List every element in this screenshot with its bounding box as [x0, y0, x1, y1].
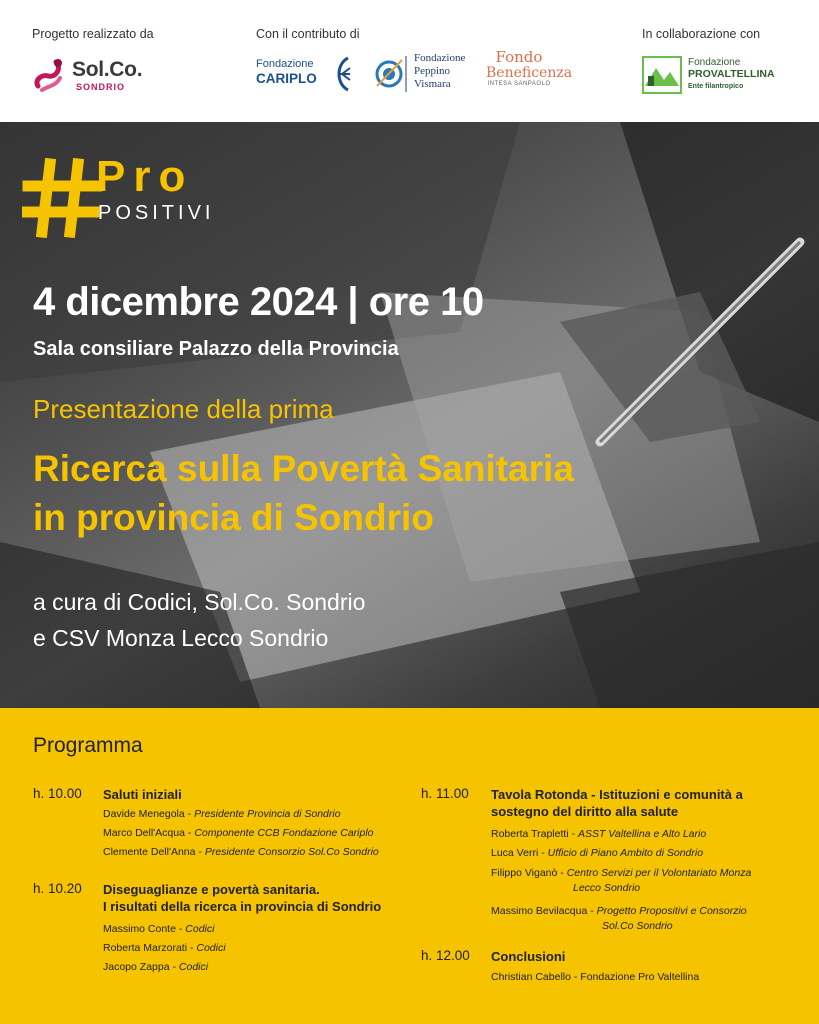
speaker-role-line2: Lecco Sondrio [573, 882, 641, 894]
program-item [421, 786, 801, 941]
speaker: Clemente Dell'Anna - Presidente Consorzio Sol.Co Sondrio [103, 846, 379, 858]
program-title: Saluti iniziali [103, 787, 182, 802]
speaker-role: Progetto Propositivi e Consorzio [596, 905, 747, 917]
speaker: Jacopo Zappa - Codici [103, 961, 209, 973]
speaker: Marco Dell'Acqua - Componente CCB Fondazione Cariplo [103, 827, 374, 839]
program-title-line1: Diseguaglianze e povertà sanitaria. [103, 882, 320, 897]
programma-title: Programma [33, 734, 143, 757]
speaker: Massimo Conte - Codici [103, 923, 215, 935]
speaker: Roberta Marzorati - Codici [103, 942, 226, 954]
speaker-role-cont [573, 882, 640, 894]
provaltellina-logo [642, 56, 792, 96]
label-realizzato: Progetto realizzato da [32, 27, 154, 41]
speaker-role: Centro Servizi per il Volontariato Monza [566, 867, 752, 879]
speaker-name: Jacopo Zappa [103, 961, 170, 973]
speaker-name: Marco Dell'Acqua [103, 827, 185, 839]
research-title-line1: Ricerca sulla Povertà Sanitaria [33, 448, 574, 489]
presentation-intro: Presentazione della prima [33, 394, 334, 424]
label-collaborazione: In collaborazione con [642, 27, 761, 41]
program-item [33, 881, 413, 981]
speaker-role: Codici [185, 923, 215, 935]
provaltellina-mark-icon [642, 56, 682, 94]
program-item [421, 948, 801, 993]
cariplo-line1: Fondazione [256, 58, 314, 70]
speaker-role: Presidente Provincia di Sondrio [194, 808, 341, 820]
solco-sub: SONDRIO [76, 82, 126, 92]
speaker [491, 971, 699, 983]
speaker-name: Christian Cabello - Fondazione Pro Valtellina [491, 971, 700, 983]
speaker: Davide Menegola - Presidente Provincia di Sondrio [103, 808, 341, 820]
fondo-line3: INTESA SANPAOLO [487, 81, 551, 87]
speaker-name: Davide Menegola [103, 808, 185, 820]
program-title [491, 786, 743, 820]
hashtag-icon [22, 158, 102, 238]
speaker: Luca Verri - Ufficio di Piano Ambito di Sondrio [491, 847, 704, 859]
program-time: h. 10.00 [33, 786, 82, 801]
event-venue: Sala consiliare Palazzo della Provincia [33, 338, 399, 360]
label-contributo: Con il contributo di [256, 27, 360, 41]
speaker-role-line2: Sol.Co Sondrio [602, 920, 673, 932]
event-date: 4 dicembre 2024 | ore 10 [33, 280, 484, 324]
hero-banner [0, 122, 819, 708]
speaker-name: Massimo Bevilacqua [491, 905, 588, 917]
curated-by-line2: e CSV Monza Lecco Sondrio [33, 625, 329, 651]
provaltellina-line3: Ente filantropico [688, 83, 744, 90]
program-title-line2: I risultati della ricerca in provincia di Sondrio [103, 899, 382, 914]
vismara-logo [372, 50, 472, 98]
speaker-role: Codici [196, 942, 226, 954]
curated-by [33, 584, 365, 656]
program-title [103, 881, 381, 915]
speaker-name: Roberta Marzorati [103, 942, 188, 954]
brand-pro: Pro [96, 152, 194, 201]
fondo-line2: Beneficenza [486, 65, 573, 81]
provaltellina-line1: Fondazione [688, 57, 741, 68]
speaker: Roberta Trapletti - ASST Valtellina e Alto Lario [491, 828, 707, 840]
cariplo-mark-icon [330, 54, 354, 94]
program-time: h. 11.00 [421, 786, 469, 801]
vismara-line3: Vismara [414, 78, 451, 90]
logo-header [0, 0, 819, 122]
fondo-line1: Fondo [495, 48, 543, 66]
speaker-name: Filippo Viganò [491, 867, 558, 879]
propositivi-logo [22, 152, 262, 248]
speaker-role-cont [602, 920, 673, 932]
speaker-role: ASST Valtellina e Alto Lario [577, 828, 707, 840]
vismara-mark-icon [372, 54, 408, 94]
vismara-line2: Peppino [414, 65, 451, 77]
program-time: h. 12.00 [421, 948, 470, 963]
program-title-line1: Tavola Rotonda - Istituzioni e comunità a [491, 787, 743, 802]
speaker: Filippo Viganò - Centro Servizi per il Volontariato Monza [491, 867, 752, 879]
speaker-name: Massimo Conte [103, 923, 176, 935]
vismara-text [414, 52, 465, 91]
fondo-beneficenza-logo [486, 48, 573, 99]
solco-name: Sol.Co. [72, 58, 143, 81]
program-title-line2: sostegno del diritto alla salute [491, 804, 679, 819]
speaker-role: Codici [178, 961, 209, 973]
programma-section [0, 708, 819, 1024]
speaker-role: Ufficio di Piano Ambito di Sondrio [547, 847, 704, 859]
provaltellina-line2: PROVALTELLINA [688, 68, 775, 80]
research-title [33, 444, 574, 542]
cariplo-logo [256, 54, 356, 94]
brand-positivi: POSITIVI [98, 202, 215, 224]
speaker-role: Presidente Consorzio Sol.Co Sondrio [204, 846, 379, 858]
speaker-role: Componente CCB Fondazione Cariplo [194, 827, 374, 839]
research-title-line2: in provincia di Sondrio [33, 497, 434, 538]
cariplo-line2: CARIPLO [256, 71, 317, 86]
solco-mark-icon [32, 56, 68, 94]
solco-logo [32, 56, 172, 96]
speaker-name: Clemente Dell'Anna [103, 846, 196, 858]
program-item [33, 786, 413, 866]
curated-by-line1: a cura di Codici, Sol.Co. Sondrio [33, 589, 366, 615]
speaker-name: Roberta Trapletti [491, 828, 569, 840]
vismara-line1: Fondazione [414, 52, 466, 64]
speaker: Massimo Bevilacqua - Progetto Propositivi e Consorzio [491, 905, 747, 917]
speaker-name: Luca Verri [491, 847, 539, 859]
program-title: Conclusioni [491, 949, 566, 964]
program-time: h. 10.20 [33, 881, 82, 896]
